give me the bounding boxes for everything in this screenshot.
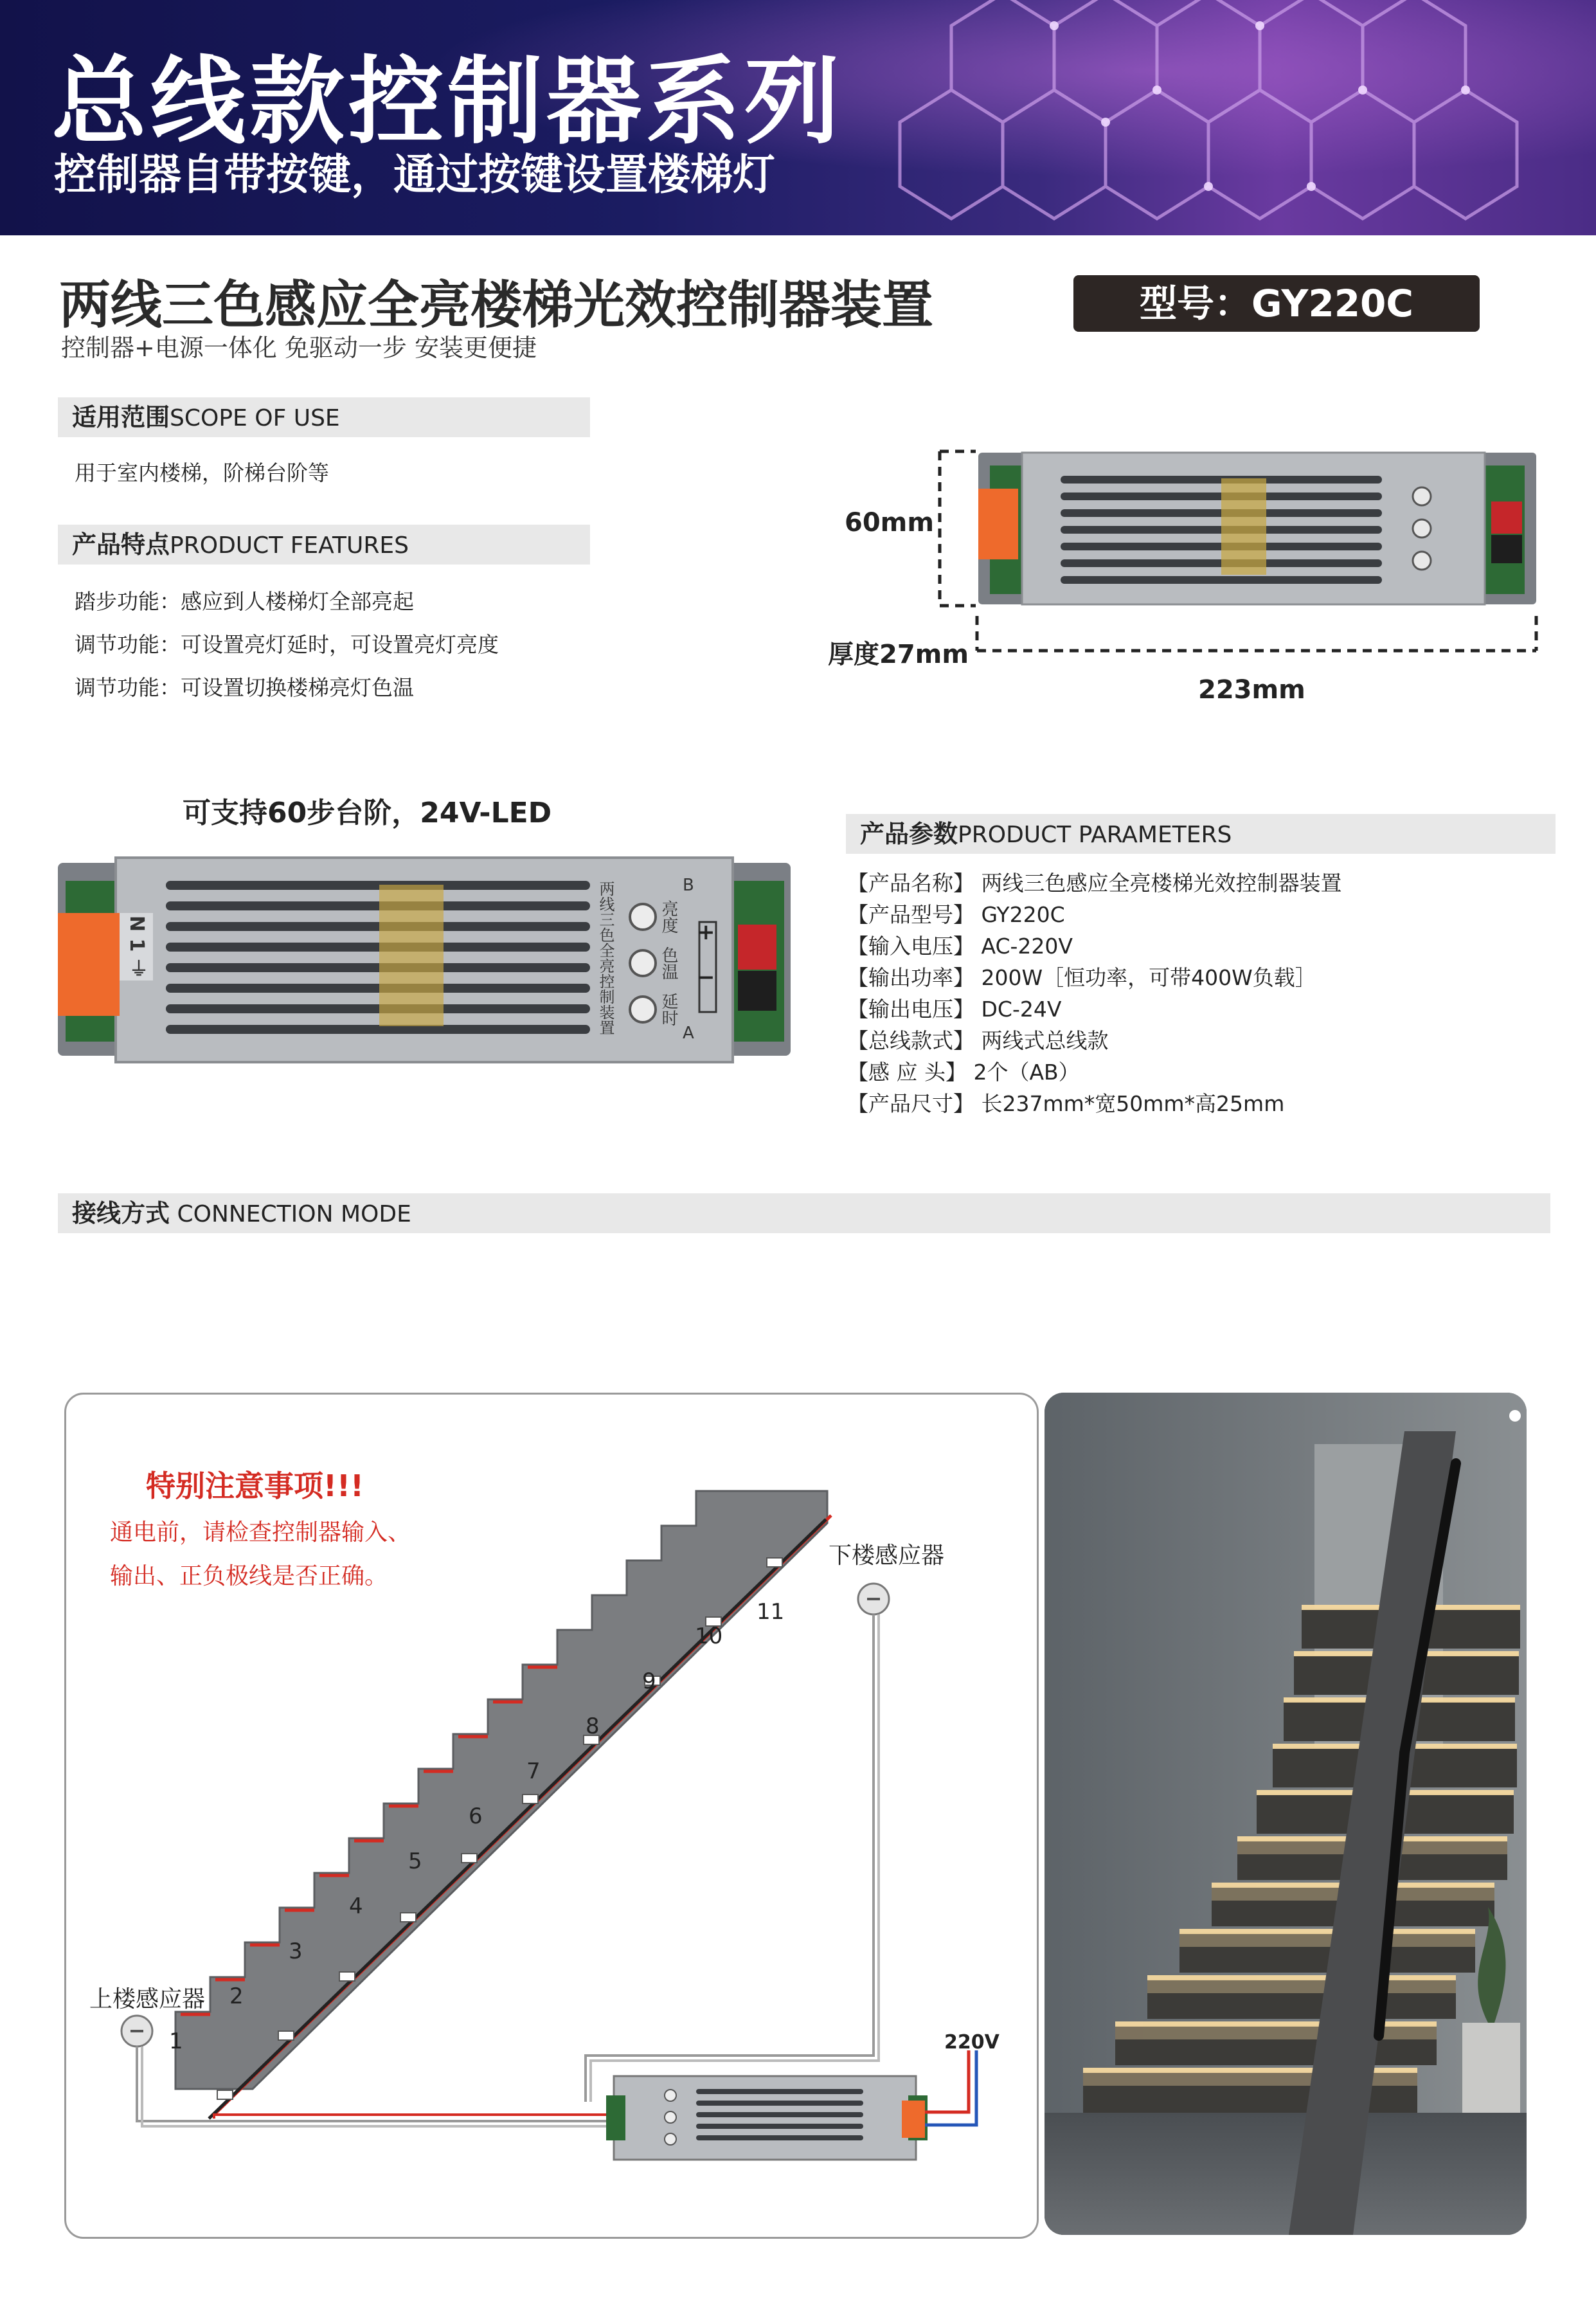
features-heading-en: PRODUCT FEATURES xyxy=(170,532,409,559)
diagram-controller-icon xyxy=(614,2076,916,2160)
plus-sign: + xyxy=(697,919,715,945)
step-number: 7 xyxy=(526,1758,541,1784)
connection-heading-en: CONNECTION MODE xyxy=(177,1201,411,1227)
step-number: 2 xyxy=(229,1984,244,2009)
param-item: 【输出功率】 200W［恒功率，可带400W负载］ xyxy=(847,965,1316,990)
step-number: 3 xyxy=(289,1939,303,1964)
feature-item: 调节功能：可设置亮灯延时，可设置亮灯亮度 xyxy=(75,632,499,657)
features-heading-cn: 产品特点 xyxy=(72,530,170,559)
param-item: 【总线款式】 两线式总线款 xyxy=(847,1028,1109,1053)
params-heading-en: PRODUCT PARAMETERS xyxy=(958,822,1232,848)
terminal-letter-a: A xyxy=(683,1024,694,1043)
param-item: 【输出电压】 DC-24V xyxy=(847,997,1062,1022)
step-number: 10 xyxy=(695,1623,723,1649)
thickness-dimension-label: 厚度27mm xyxy=(828,640,969,669)
product-subtitle: 控制器+电源一体化 免驱动一步 安装更便捷 xyxy=(61,334,537,362)
params-section-heading xyxy=(846,814,1556,854)
model-badge: 型号：GY220C xyxy=(1073,275,1480,332)
staircase-photo xyxy=(1045,1393,1527,2235)
input-terminal-block xyxy=(58,913,120,1016)
param-item: 【输入电压】 AC-220V xyxy=(847,934,1073,959)
step-number: 8 xyxy=(586,1713,600,1739)
device-label: 两线三色全亮控制装置 xyxy=(596,881,614,1035)
staircase-photo-illustration xyxy=(1045,1393,1527,2235)
voltage-label: 220V xyxy=(944,2031,1000,2054)
support-text: 可支持60步台阶，24V-LED xyxy=(183,797,552,829)
header-banner xyxy=(0,0,1596,235)
param-item: 【产品型号】 GY220C xyxy=(847,902,1065,927)
step-number: 1 xyxy=(169,2029,183,2054)
button-label-delay: 延时 xyxy=(659,993,678,1026)
notice-line: 输出、正负极线是否正确。 xyxy=(110,1563,388,1589)
scope-heading-cn: 适用范围 xyxy=(72,403,170,431)
upper-sensor-label: 上楼感应器 xyxy=(89,1986,206,2012)
scope-text: 用于室内楼梯，阶梯台阶等 xyxy=(75,460,329,485)
feature-item: 调节功能：可设置切换楼梯亮灯色温 xyxy=(75,675,414,700)
param-item: 【产品名称】 两线三色感应全亮楼梯光效控制器装置 xyxy=(847,871,1342,896)
banner-title: 总线款控制器系列 xyxy=(51,46,843,157)
param-item: 【感 应 头】 2个（AB） xyxy=(847,1060,1080,1085)
connection-section-heading xyxy=(58,1193,1550,1233)
adjust-buttons xyxy=(630,904,656,1022)
step-number: 5 xyxy=(408,1849,422,1874)
step-number: 4 xyxy=(349,1894,363,1919)
banner-subtitle: 控制器自带按键，通过按键设置楼梯灯 xyxy=(54,150,775,199)
minus-sign: − xyxy=(697,964,715,990)
button-label-brightness: 亮度 xyxy=(659,900,678,934)
terminal-letter-b: B xyxy=(683,876,694,895)
params-heading-cn: 产品参数 xyxy=(860,820,958,848)
scope-section-heading xyxy=(58,397,590,437)
controller-device-image xyxy=(58,855,791,1067)
negative-terminal xyxy=(738,971,776,1011)
button-label-color-temp: 色温 xyxy=(659,946,678,980)
step-number: 11 xyxy=(757,1599,785,1625)
length-dimension-label: 223mm xyxy=(1198,675,1305,705)
feature-item: 踏步功能：感应到人楼梯灯全部亮起 xyxy=(75,589,414,614)
scope-heading-en: SCOPE OF USE xyxy=(170,405,340,431)
product-title: 两线三色感应全亮楼梯光效控制器装置 xyxy=(59,275,933,335)
input-label: N 1 ⏚ xyxy=(120,913,153,981)
wiring-diagram-panel xyxy=(64,1393,1039,2239)
step-number: 9 xyxy=(642,1668,656,1694)
notice-title: 特别注意事项!!! xyxy=(146,1469,364,1503)
notice-line: 通电前，请检查控制器输入、 xyxy=(110,1519,411,1546)
connection-heading-cn: 接线方式 xyxy=(72,1199,170,1227)
lower-sensor-label: 下楼感应器 xyxy=(829,1542,945,1569)
features-section-heading xyxy=(58,525,590,565)
positive-terminal xyxy=(738,925,776,970)
step-number: 6 xyxy=(469,1803,483,1829)
param-item: 【产品尺寸】 长237mm*宽50mm*高25mm xyxy=(847,1091,1285,1116)
height-dimension-label: 60mm xyxy=(845,508,935,538)
